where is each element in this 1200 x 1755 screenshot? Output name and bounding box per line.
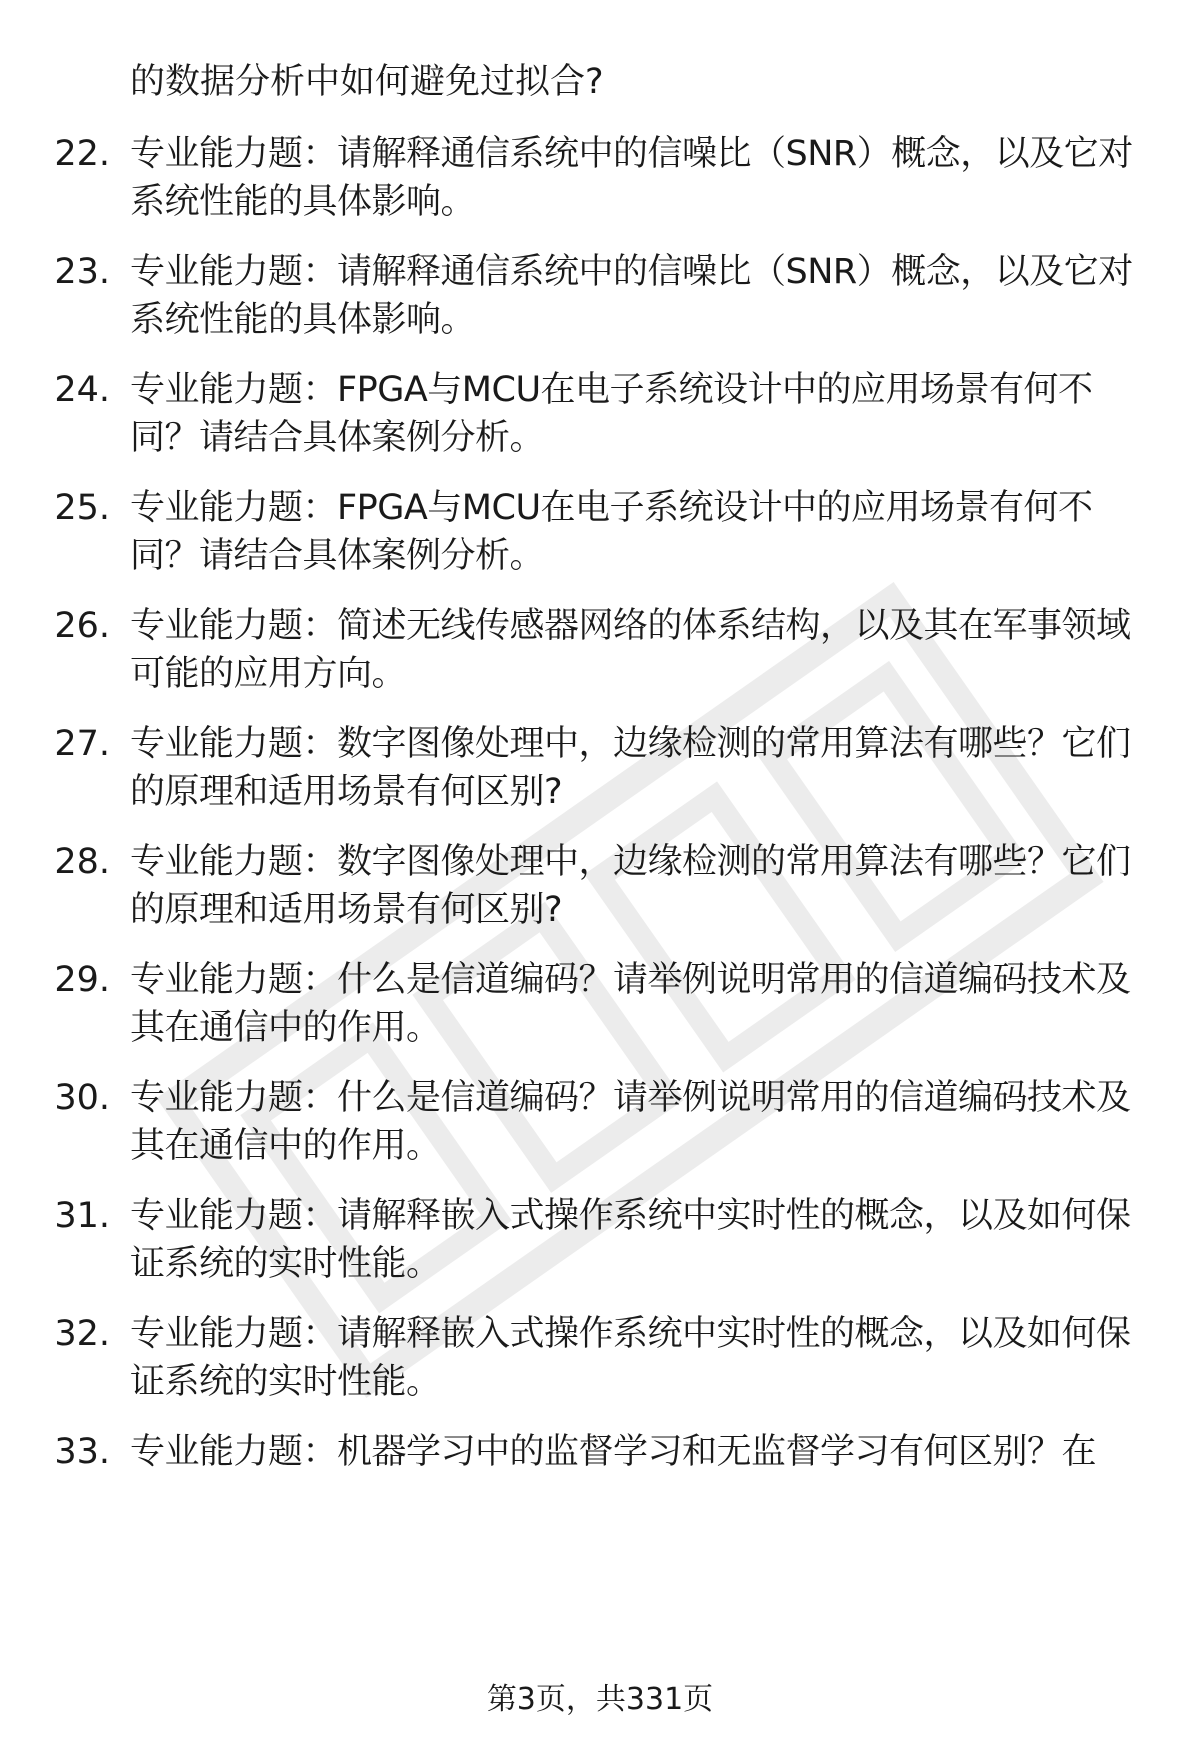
- question-number: 29.: [54, 960, 110, 1000]
- question-text: 专业能力题：数字图像处理中，边缘检测的常用算法有哪些？它们的原理和适用场景有何区别?: [130, 842, 1131, 930]
- question-text: 专业能力题：数字图像处理中，边缘检测的常用算法有哪些？它们的原理和适用场景有何区别?: [130, 724, 1131, 812]
- continued-question-text: 的数据分析中如何避免过拟合?: [130, 62, 604, 102]
- question-number: 31.: [54, 1196, 110, 1236]
- question-number: 33.: [54, 1432, 110, 1472]
- question-number: 22.: [54, 134, 110, 174]
- question-text: 专业能力题：请解释嵌入式操作系统中实时性的概念，以及如何保证系统的实时性能。: [130, 1314, 1131, 1402]
- question-text: 专业能力题：什么是信道编码？请举例说明常用的信道编码技术及其在通信中的作用。: [130, 1078, 1131, 1166]
- question-number: 32.: [54, 1314, 110, 1354]
- question-text: 专业能力题：请解释通信系统中的信噪比（SNR）概念，以及它对系统性能的具体影响。: [130, 134, 1133, 222]
- page-footer: 第3页，共331页: [486, 1682, 714, 1717]
- question-number: 27.: [54, 724, 110, 764]
- question-text: 专业能力题：什么是信道编码？请举例说明常用的信道编码技术及其在通信中的作用。: [130, 960, 1131, 1048]
- question-number: 30.: [54, 1078, 110, 1118]
- question-text: 专业能力题：简述无线传感器网络的体系结构，以及其在军事领域可能的应用方向。: [130, 606, 1131, 694]
- question-number: 28.: [54, 842, 110, 882]
- question-text: 专业能力题：FPGA与MCU在电子系统设计中的应用场景有何不同？请结合具体案例分析。: [130, 370, 1093, 458]
- question-text: 专业能力题：机器学习中的监督学习和无监督学习有何区别？在: [130, 1432, 1097, 1472]
- question-number: 26.: [54, 606, 110, 646]
- question-text: 专业能力题：请解释嵌入式操作系统中实时性的概念，以及如何保证系统的实时性能。: [130, 1196, 1131, 1284]
- question-text: 专业能力题：FPGA与MCU在电子系统设计中的应用场景有何不同？请结合具体案例分析。: [130, 488, 1093, 576]
- question-number: 24.: [54, 370, 110, 410]
- question-number: 25.: [54, 488, 110, 528]
- question-number: 23.: [54, 252, 110, 292]
- question-text: 专业能力题：请解释通信系统中的信噪比（SNR）概念，以及它对系统性能的具体影响。: [130, 252, 1133, 340]
